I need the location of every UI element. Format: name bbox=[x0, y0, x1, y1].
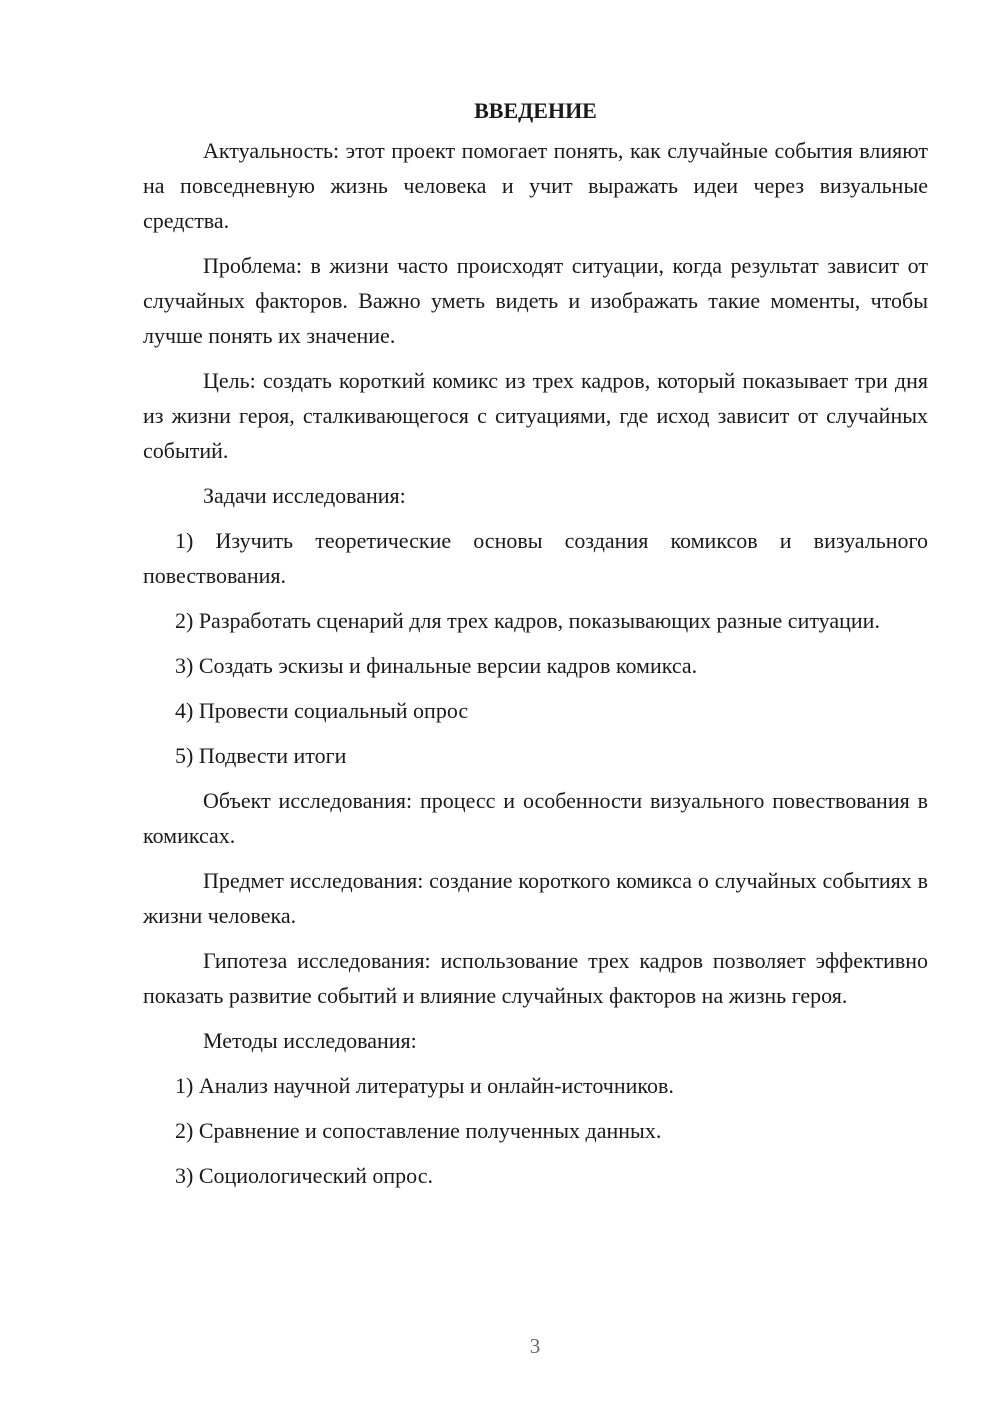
relevance-paragraph: Актуальность: этот проект помогает понять, как случайные события влияют на повседневную жизнь человека и учит выражать идеи через визуальные средства. bbox=[143, 138, 928, 233]
object-paragraph: Объект исследования: процесс и особенности визуального повествования в комиксах. bbox=[143, 788, 928, 848]
goal-paragraph: Цель: создать короткий комикс из трех кадров, который показывает три дня из жизни героя, сталкивающегося с ситуациями, где исход зависит от случайных событий. bbox=[143, 368, 928, 463]
task-item: 1) Изучить теоретические основы создания комиксов и визуального повествования. bbox=[143, 528, 928, 588]
document-page bbox=[143, 95, 928, 1203]
method-item: 2) Сравнение и сопоставление полученных данных. bbox=[175, 1118, 662, 1143]
section-heading: ВВЕДЕНИЕ bbox=[474, 98, 597, 123]
task-item: 2) Разработать сценарий для трех кадров, показывающих разные ситуации. bbox=[175, 608, 880, 633]
problem-paragraph: Проблема: в жизни часто происходят ситуации, когда результат зависит от случайных факторов. Важно уметь видеть и изображать такие моменты, чтобы лучше понять их значение. bbox=[143, 253, 928, 348]
methods-title: Методы исследования: bbox=[203, 1028, 417, 1053]
hypothesis-paragraph: Гипотеза исследования: использование трех кадров позволяет эффективно показать развитие событий и влияние случайных факторов на жизнь героя. bbox=[143, 948, 928, 1008]
task-item: 5) Подвести итоги bbox=[175, 743, 347, 768]
task-item: 4) Провести социальный опрос bbox=[175, 698, 469, 723]
task-item: 3) Создать эскизы и финальные версии кадров комикса. bbox=[175, 653, 698, 678]
subject-paragraph: Предмет исследования: создание короткого комикса о случайных событиях в жизни человека. bbox=[143, 868, 928, 928]
page-number: 3 bbox=[529, 1334, 541, 1358]
method-item: 3) Социологический опрос. bbox=[175, 1163, 433, 1188]
tasks-title: Задачи исследования: bbox=[203, 483, 406, 508]
method-item: 1) Анализ научной литературы и онлайн-источников. bbox=[175, 1073, 674, 1098]
